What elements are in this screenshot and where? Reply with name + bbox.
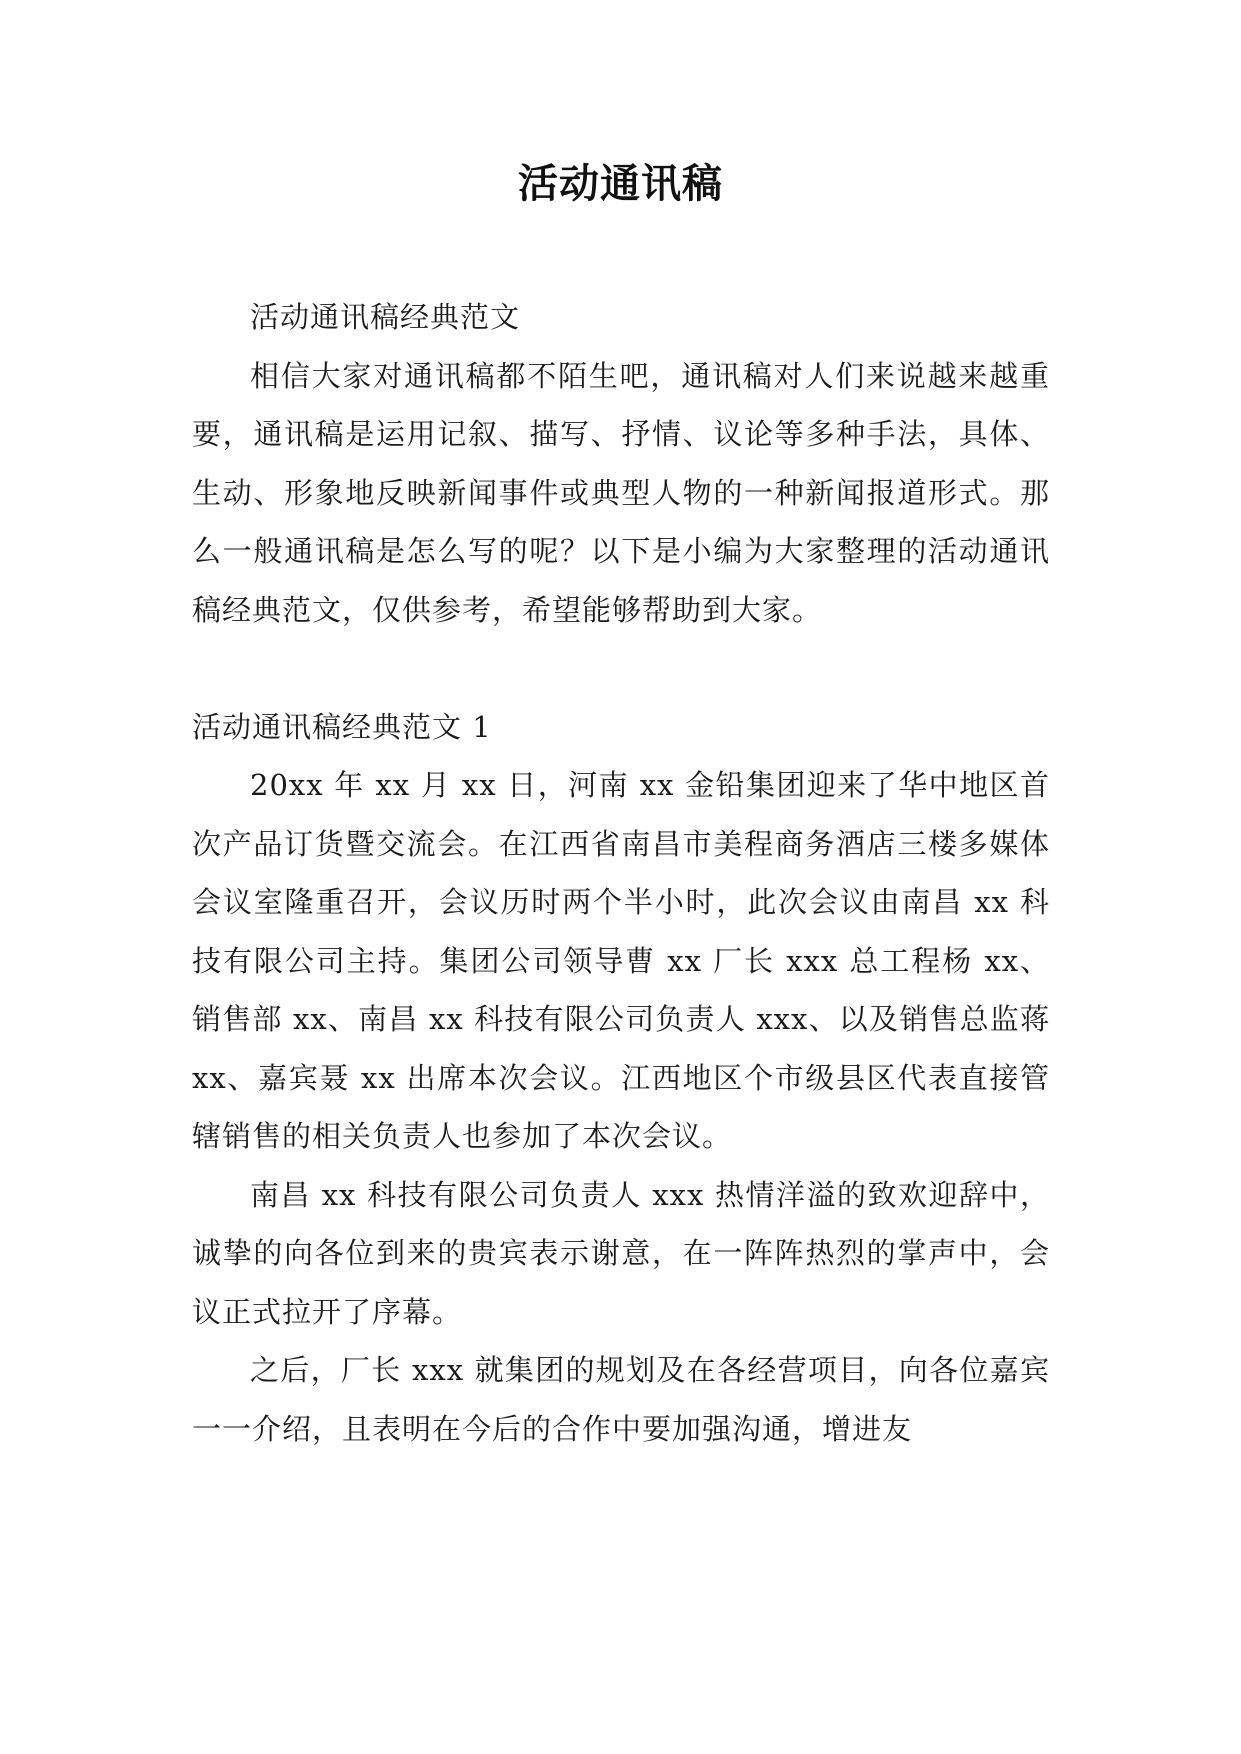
paragraph-gap <box>192 639 1050 698</box>
section-heading: 活动通讯稿经典范文 1 <box>192 709 492 744</box>
intro-heading: 活动通讯稿经典范文 <box>250 300 521 334</box>
document-body <box>192 288 1050 1458</box>
body-paragraph: 南昌 xx 科技有限公司负责人 xxx 热情洋溢的致欢迎辞中，诚挚的向各位到来的贵宾表示谢意，在一阵阵热烈的掌声中，会议正式拉开了序幕。 <box>192 1177 1050 1329</box>
body-paragraph: 之后，厂长 xxx 就集团的规划及在各经营项目，向各位嘉宾一一介绍，且表明在今后的合作中要加强沟通，增进友 <box>192 1353 1050 1446</box>
intro-paragraph: 相信大家对通讯稿都不陌生吧，通讯稿对人们来说越来越重要，通讯稿是运用记叙、描写、抒情、议论等多种手法，具体、生动、形象地反映新闻事件或典型人物的一种新闻报道形式。那么一般通讯稿是怎么写的呢？以下是小编为大家整理的活动通讯稿经典范文，仅供参考，希望能够帮助到大家。 <box>192 358 1050 627</box>
body-paragraph: 20xx 年 xx 月 xx 日，河南 xx 金铅集团迎来了华中地区首次产品订货暨交流会。在江西省南昌市美程商务酒店三楼多媒体会议室隆重召开，会议历时两个半小时，此次会议由南昌 xx 科技有限公司主持。集团公司领导曹 xx 厂长 xxx 总工程杨 xx、销售部 xx、南昌 xx 科技有限公司负责人 xxx、以及销售总监蒋 xx、嘉宾聂 xx 出席本次会议。江西地区个市级县区代表直接管辖销售的相关负责人也参加了本次会议。 <box>192 768 1050 1153</box>
document-title: 活动通讯稿 <box>518 161 723 207</box>
